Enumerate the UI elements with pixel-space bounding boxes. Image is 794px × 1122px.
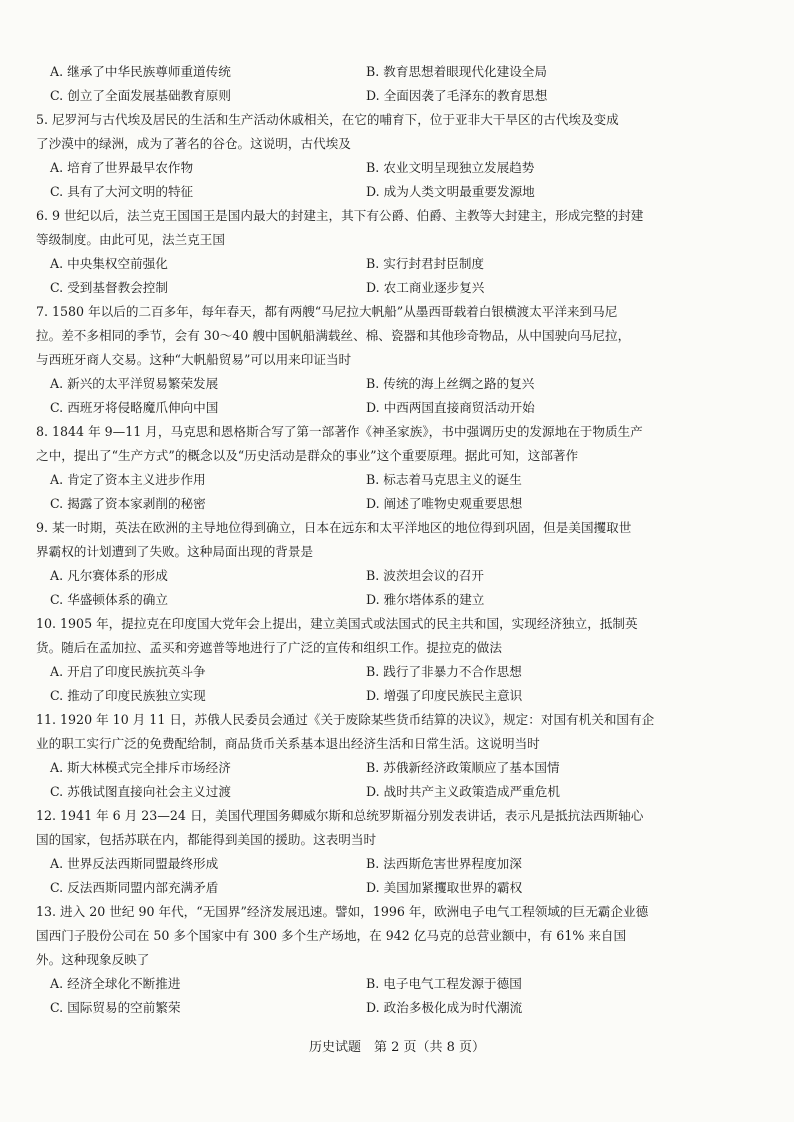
question-stem-line: 货。随后在孟加拉、孟买和旁遮普等地进行了广泛的宣传和组织工作。提拉克的做法 — [36, 640, 502, 655]
option-d: D. 政治多极化成为时代潮流 — [366, 1000, 523, 1015]
question-stem-line: 13. 进入 20 世纪 90 年代，“无国界”经济发展迅速。譬如，1996 年，欧洲电子电气工程领域的巨无霸企业德 — [36, 904, 649, 919]
page-footer: 历史试题 第 2 页（共 8 页） — [308, 1040, 486, 1055]
option-c: C. 创立了全面发展基础教育原则 — [50, 88, 231, 103]
option-b: B. 苏俄新经济政策顺应了基本国情 — [366, 760, 560, 775]
question-12 — [36, 804, 686, 900]
option-d: D. 全面因袭了毛泽东的教育思想 — [366, 88, 548, 103]
option-c: C. 推动了印度民族独立实现 — [50, 688, 206, 703]
option-a: A. 开启了印度民族抗英斗争 — [50, 664, 206, 679]
option-c: C. 华盛顿体系的确立 — [50, 592, 168, 607]
question-stem-line: 12. 1941 年 6 月 23—24 日，美国代理国务卿威尔斯和总统罗斯福分别发表讲话，表示凡是抵抗法西斯轴心 — [36, 808, 644, 823]
option-b: B. 波茨坦会议的召开 — [366, 568, 485, 583]
question-stem-line: 等级制度。由此可见，法兰克王国 — [36, 232, 225, 247]
question-stem-line: 9. 某一时期，英法在欧洲的主导地位得到确立，日本在远东和太平洋地区的地位得到巩固，但是美国攫取世 — [36, 520, 632, 535]
option-c: C. 反法西斯同盟内部充满矛盾 — [50, 880, 219, 895]
option-a: A. 新兴的太平洋贸易繁荣发展 — [50, 376, 219, 391]
question-4-options — [36, 60, 686, 108]
option-c: C. 国际贸易的空前繁荣 — [50, 1000, 181, 1015]
option-d: D. 增强了印度民族民主意识 — [366, 688, 523, 703]
question-stem-line: 了沙漠中的绿洲，成为了著名的谷仓。这说明，古代埃及 — [36, 136, 351, 151]
question-13 — [36, 900, 686, 1020]
option-c: C. 揭露了资本家剥削的秘密 — [50, 496, 206, 511]
option-b: B. 农业文明呈现独立发展趋势 — [366, 160, 535, 175]
question-7 — [36, 300, 686, 420]
question-stem-line: 拉。差不多相同的季节，会有 30～40 艘中国帆船满载丝、棉、瓷器和其他珍奇物品，从中国驶向马尼拉， — [36, 328, 631, 343]
option-d: D. 雅尔塔体系的建立 — [366, 592, 485, 607]
question-9 — [36, 516, 686, 612]
option-b: B. 电子电气工程发源于德国 — [366, 976, 522, 991]
option-d: D. 农工商业逐步复兴 — [366, 280, 485, 295]
option-c: C. 苏俄试图直接向社会主义过渡 — [50, 784, 231, 799]
option-a: A. 中央集权空前强化 — [50, 256, 168, 271]
option-b: B. 践行了非暴力不合作思想 — [366, 664, 522, 679]
question-11 — [36, 708, 686, 804]
option-d: D. 战时共产主义政策造成严重危机 — [366, 784, 560, 799]
question-stem-line: 11. 1920 年 10 月 11 日，苏俄人民委员会通过《关于废除某些货币结算的决议》，规定：对国有机关和国有企 — [36, 712, 655, 727]
option-a: A. 经济全球化不断推进 — [50, 976, 181, 991]
option-c: C. 西班牙将侵略魔爪伸向中国 — [50, 400, 219, 415]
option-a: A. 世界反法西斯同盟最终形成 — [50, 856, 219, 871]
question-stem-line: 国西门子股份公司在 50 多个国家中有 300 多个生产场地，在 942 亿马克的总营业额中，有 61% 来自国 — [36, 928, 627, 943]
option-b: B. 标志着马克思主义的诞生 — [366, 472, 522, 487]
question-stem-line: 与西班牙商人交易。这种“大帆船贸易”可以用来印证当时 — [36, 352, 352, 367]
option-b: B. 传统的海上丝绸之路的复兴 — [366, 376, 535, 391]
question-10 — [36, 612, 686, 708]
question-stem-line: 之中，提出了“生产方式”的概念以及“历史活动是群众的事业”这个重要原理。据此可知，这部著作 — [36, 448, 579, 463]
option-a: A. 斯大林模式完全排斥市场经济 — [50, 760, 231, 775]
question-stem-line: 外。这种现象反映了 — [36, 952, 150, 967]
question-stem-line: 界霸权的计划遭到了失败。这种局面出现的背景是 — [36, 544, 314, 559]
option-b: B. 法西斯危害世界程度加深 — [366, 856, 522, 871]
option-b: B. 实行封君封臣制度 — [366, 256, 485, 271]
option-d: D. 中西两国直接商贸活动开始 — [366, 400, 535, 415]
option-a: A. 凡尔赛体系的形成 — [50, 568, 168, 583]
question-8 — [36, 420, 686, 516]
option-d: D. 美国加紧攫取世界的霸权 — [366, 880, 523, 895]
question-stem-line: 6. 9 世纪以后，法兰克王国国王是国内最大的封建主，其下有公爵、伯爵、主教等大封建主，形成完整的封建 — [36, 208, 644, 223]
option-d: D. 成为人类文明最重要发源地 — [366, 184, 535, 199]
option-a: A. 培育了世界最早农作物 — [50, 160, 194, 175]
option-c: C. 受到基督教会控制 — [50, 280, 168, 295]
option-c: C. 具有了大河文明的特征 — [50, 184, 194, 199]
question-5 — [36, 108, 686, 204]
option-a: A. 肯定了资本主义进步作用 — [50, 472, 206, 487]
question-stem-line: 国的国家，包括苏联在内，都能得到美国的援助。这表明当时 — [36, 832, 377, 847]
option-b: B. 教育思想着眼现代化建设全局 — [366, 64, 547, 79]
option-d: D. 阐述了唯物史观重要思想 — [366, 496, 523, 511]
question-stem-line: 8. 1844 年 9—11 月，马克思和恩格斯合写了第一部著作《神圣家族》，书中强调历史的发源地在于物质生产 — [36, 424, 643, 439]
question-stem-line: 5. 尼罗河与古代埃及居民的生活和生产活动休戚相关，在它的哺育下，位于亚非大干旱区的古代埃及变成 — [36, 112, 619, 127]
question-stem-line: 业的职工实行广泛的免费配给制，商品货币关系基本退出经济生活和日常生活。这说明当时 — [36, 736, 540, 751]
question-6 — [36, 204, 686, 300]
question-stem-line: 7. 1580 年以后的二百多年，每年春天，都有两艘“马尼拉大帆船”从墨西哥载着白银横渡太平洋来到马尼 — [36, 304, 618, 319]
question-stem-line: 10. 1905 年，提拉克在印度国大党年会上提出，建立美国式或法国式的民主共和国，实现经济独立，抵制英 — [36, 616, 638, 631]
option-a: A. 继承了中华民族尊师重道传统 — [50, 64, 231, 79]
